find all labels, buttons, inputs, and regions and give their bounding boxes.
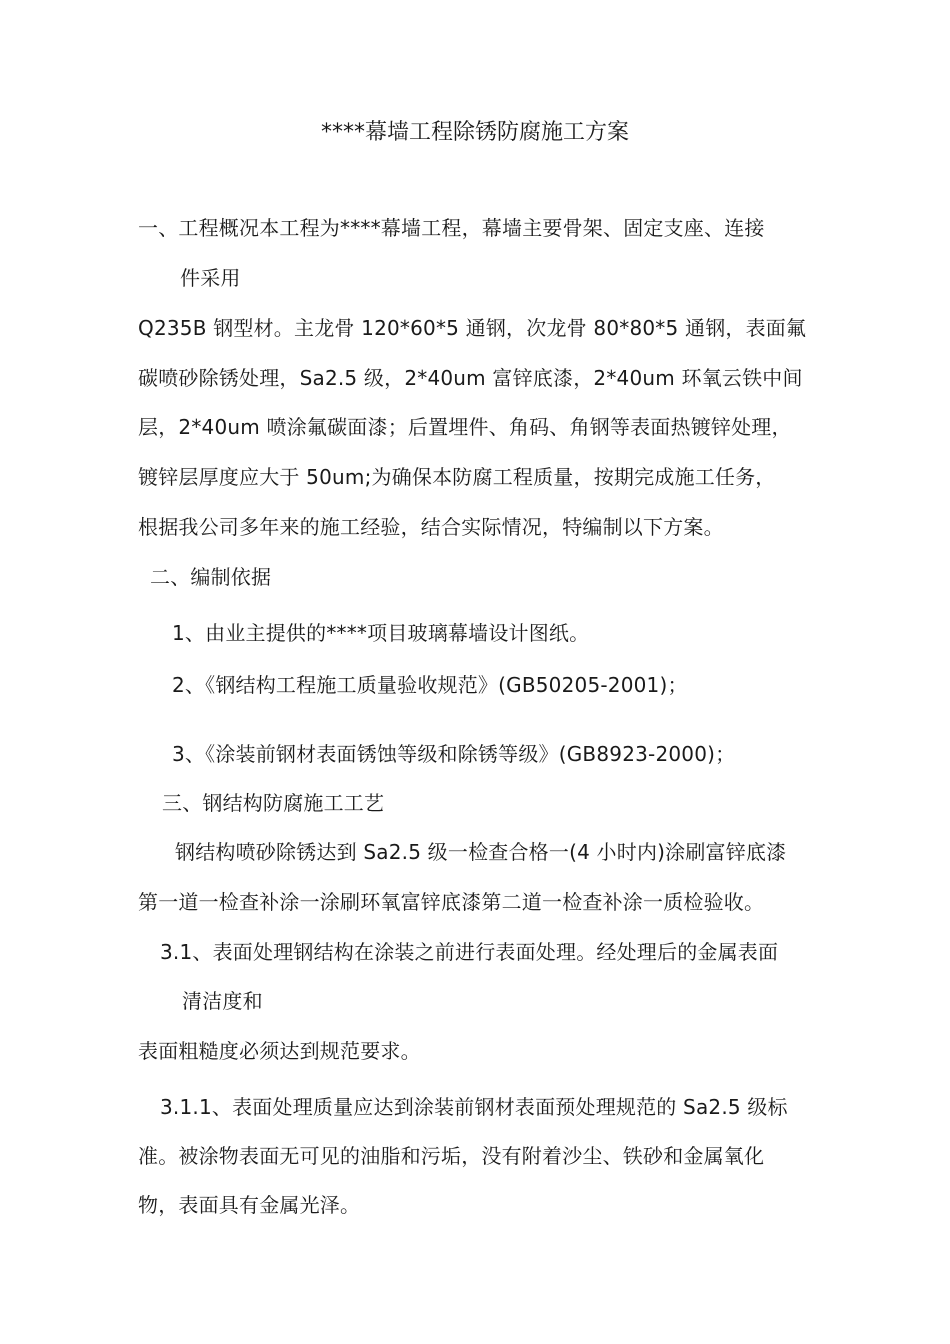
basis-item-2: 2、《钢结构工程施工质量验收规范》(GB50205-2001)；	[172, 673, 688, 697]
paragraph-line: 碳喷砂除锈处理，Sa2.5 级，2*40um 富锌底漆，2*40um 环氧云铁中间	[138, 366, 803, 390]
document-title: ****幕墙工程除锈防腐施工方案	[320, 120, 629, 145]
subsection-3-1-line: 3.1、表面处理钢结构在涂装之前进行表面处理。经处理后的金属表面	[160, 940, 779, 964]
paragraph-line: Q235B 钢型材。主龙骨 120*60*5 通钢，次龙骨 80*80*5 通钢，表面氟	[138, 316, 807, 340]
paragraph-line: 物，表面具有金属光泽。	[138, 1193, 361, 1217]
basis-item-3: 3、《涂装前钢材表面锈蚀等级和除锈等级》(GB8923-2000)；	[172, 742, 736, 766]
paragraph-line: 镀锌层厚度应大于 50um;为确保本防腐工程质量，按期完成施工任务，	[138, 465, 776, 489]
section-2-heading: 二、编制依据	[150, 565, 272, 589]
section-1-heading-continuation: 件采用	[180, 266, 241, 290]
paragraph-line: 表面粗糙度必须达到规范要求。	[138, 1039, 421, 1063]
subsection-3-1-continuation: 清洁度和	[182, 989, 263, 1013]
paragraph-line: 根据我公司多年来的施工经验，结合实际情况，特编制以下方案。	[138, 515, 724, 539]
section-1-heading-line: 一、工程概况本工程为****幕墙工程，幕墙主要骨架、固定支座、连接	[138, 216, 765, 240]
process-flow-line: 第一道一检查补涂一涂刷环氧富锌底漆第二道一检查补涂一质检验收。	[138, 890, 765, 914]
section-3-heading: 三、钢结构防腐施工工艺	[162, 791, 385, 815]
process-flow-line: 钢结构喷砂除锈达到 Sa2.5 级一检查合格一(4 小时内)涂刷富锌底漆	[175, 840, 787, 864]
paragraph-line: 层，2*40um 喷涂氟碳面漆；后置埋件、角码、角钢等表面热镀锌处理，	[138, 415, 792, 439]
basis-item-1: 1、由业主提供的****项目玻璃幕墙设计图纸。	[172, 621, 590, 645]
subsection-3-1-1-line: 3.1.1、表面处理质量应达到涂装前钢材表面预处理规范的 Sa2.5 级标	[160, 1095, 788, 1119]
paragraph-line: 准。被涂物表面无可见的油脂和污垢，没有附着沙尘、铁砂和金属氧化	[138, 1144, 765, 1168]
